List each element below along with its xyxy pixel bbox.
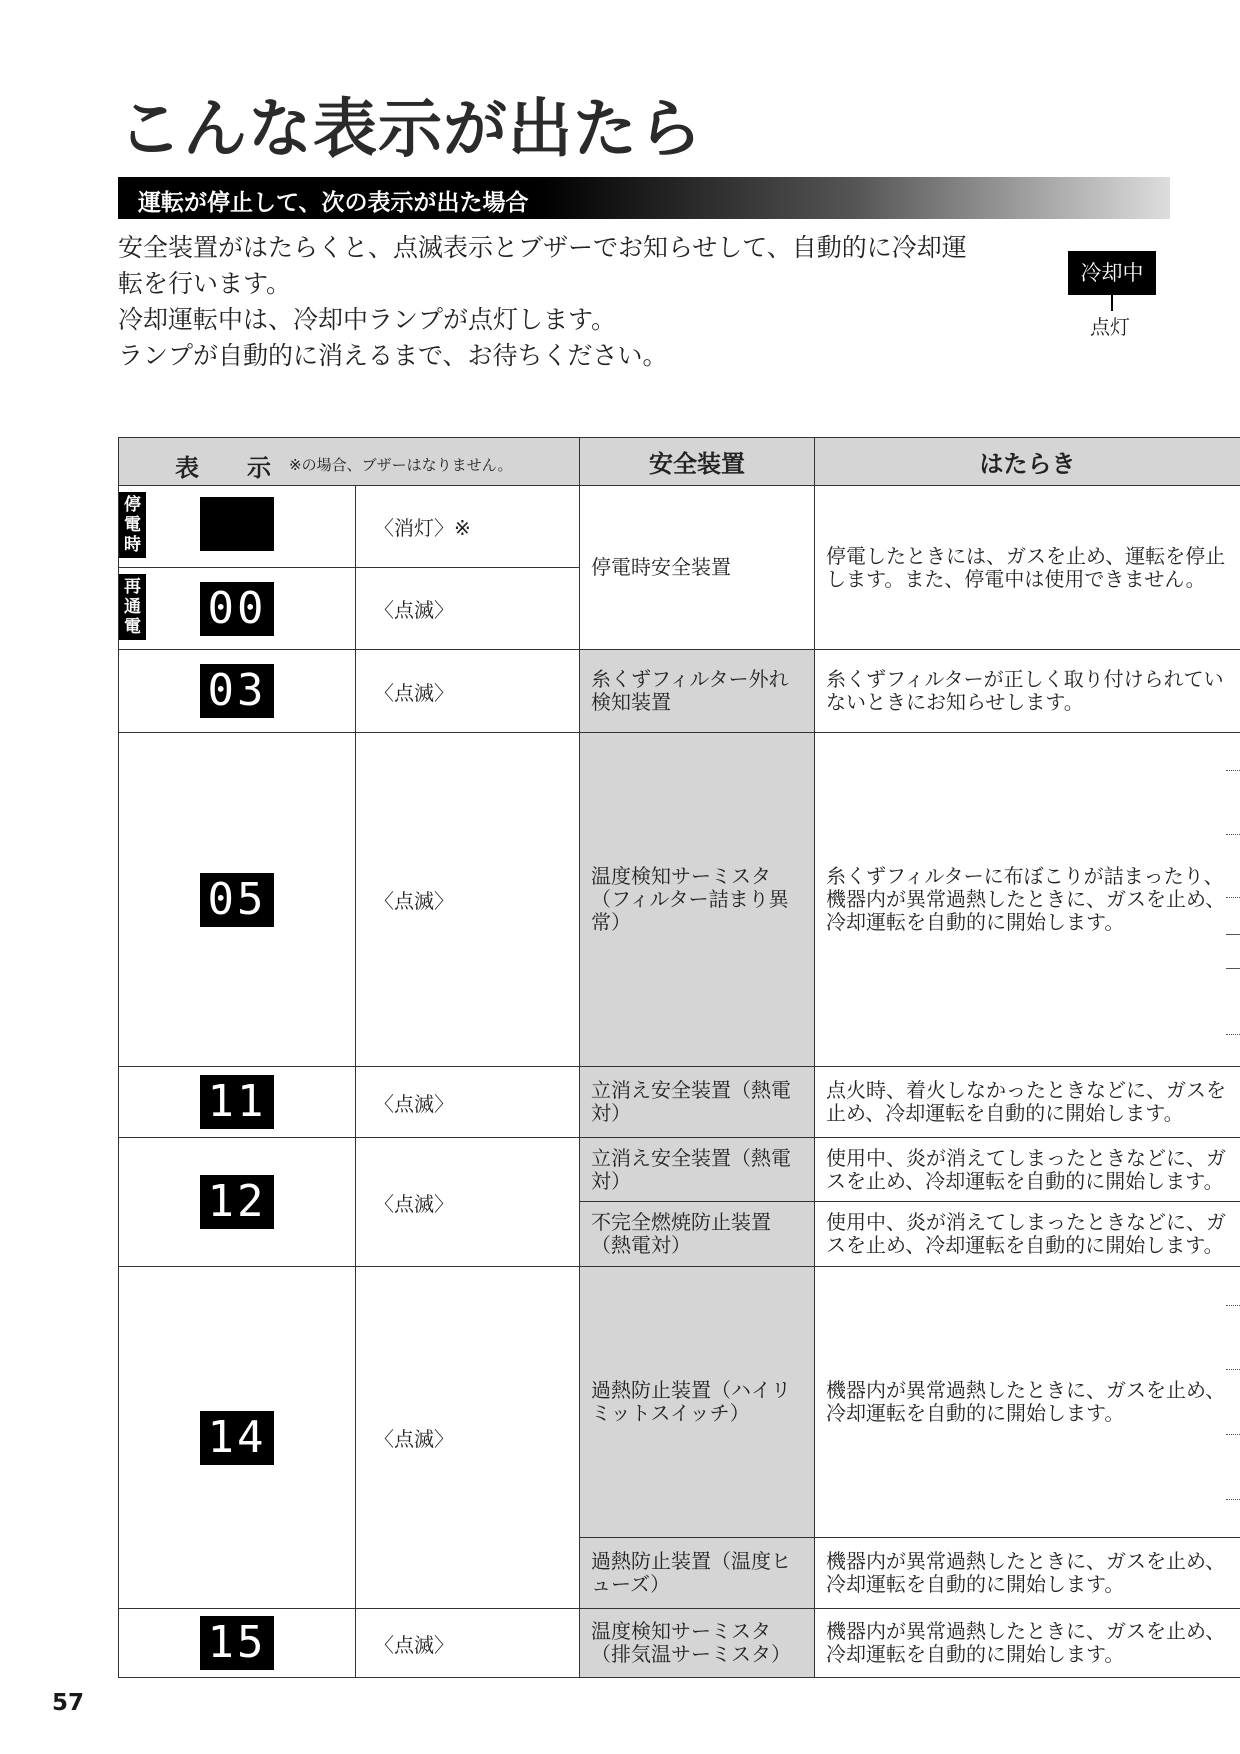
edge-mark: [1226, 1434, 1240, 1435]
edge-mark: [1226, 834, 1240, 835]
function-cell: 機器内が異常過熱したときに、ガスを止め、冷却運転を自動的に開始します。: [815, 1609, 1240, 1678]
side-tag-outage: 停 電 時: [119, 492, 146, 558]
lamp-cell: 〈点滅〉: [356, 733, 580, 1067]
edge-mark: [1226, 1499, 1240, 1500]
intro-line: ランプが自動的に消えるまで、お待ちください。: [118, 341, 668, 370]
display-code: 15: [200, 1616, 274, 1670]
table-row: [119, 1138, 1240, 1202]
edge-mark: [1226, 968, 1240, 969]
function-cell: 停電したときには、ガスを止め、運転を停止します。また、停電中は使用できません。: [815, 486, 1240, 650]
edge-mark: [1226, 1369, 1240, 1370]
display-cell: [119, 486, 356, 568]
function-cell: 点火時、着火しなかったときなどに、ガスを止め、冷却運転を自動的に開始します。: [815, 1067, 1240, 1138]
display-code: 14: [200, 1411, 274, 1465]
table-row: [119, 1267, 1240, 1538]
device-cell: 糸くずフィルター外れ検知装置: [580, 650, 815, 733]
section-heading-bar: [118, 177, 1170, 219]
device-cell: 不完全燃焼防止装置（熱電対）: [580, 1202, 815, 1267]
display-code: 12: [200, 1175, 274, 1229]
intro-line: 冷却運転中は、冷却中ランプが点灯します。: [118, 305, 617, 334]
intro-line: 安全装置がはたらくと、点滅表示とブザーでお知らせして、自動的に冷却運: [118, 233, 967, 262]
header-display-label-1: 表: [175, 454, 199, 482]
header-function: はたらき: [815, 438, 1240, 486]
lamp-cell: 〈消灯〉※: [356, 486, 580, 568]
header-display-note: ※の場合、ブザーはなりません。: [289, 456, 513, 474]
function-cell: 糸くずフィルターが正しく取り付けられていないときにお知らせします。: [815, 650, 1240, 733]
table-row: [119, 650, 1240, 733]
display-code: 00: [200, 582, 274, 636]
function-cell: 糸くずフィルターに布ぼこりが詰まったり、機器内が異常過熱したときに、ガスを止め、冷却運転を自動的に開始します。: [815, 733, 1240, 1067]
table-row: [119, 486, 1240, 568]
edge-mark: [1226, 1305, 1240, 1306]
section-heading: 運転が停止して、次の表示が出た場合: [138, 190, 529, 216]
function-cell: 機器内が異常過熱したときに、ガスを止め、冷却運転を自動的に開始します。: [815, 1538, 1240, 1609]
lamp-cell: 〈点滅〉: [356, 1267, 580, 1609]
display-cell: [119, 1609, 356, 1678]
display-code: 03: [200, 664, 274, 718]
device-cell: 過熱防止装置（ハイリミットスイッチ）: [580, 1267, 815, 1538]
display-cell: [119, 1067, 356, 1138]
display-blank: [200, 497, 274, 551]
device-cell: 立消え安全装置（熱電対）: [580, 1067, 815, 1138]
lamp-cell: 〈点滅〉: [356, 650, 580, 733]
intro-text: [118, 230, 1018, 374]
cooling-lamp-badge: 冷却中: [1068, 251, 1156, 295]
edge-mark: [1226, 770, 1240, 771]
table-header-row: [119, 438, 1240, 486]
lamp-cell: 〈点滅〉: [356, 1138, 580, 1267]
error-code-table: [118, 437, 1240, 1678]
side-tag-restore: 再 通 電: [119, 574, 146, 640]
lamp-cell: 〈点滅〉: [356, 568, 580, 650]
page-number: 57: [52, 1690, 85, 1716]
display-cell: [119, 733, 356, 1067]
display-cell: [119, 1138, 356, 1267]
edge-mark: [1226, 1034, 1240, 1035]
edge-mark: [1226, 934, 1240, 935]
intro-line: 転を行います。: [118, 269, 292, 298]
display-code: 05: [200, 873, 274, 927]
page-title: こんな表示が出たら: [118, 93, 703, 167]
display-cell: [119, 568, 356, 650]
function-cell: 使用中、炎が消えてしまったときなどに、ガスを止め、冷却運転を自動的に開始します。: [815, 1202, 1240, 1267]
function-cell: 機器内が異常過熱したときに、ガスを止め、冷却運転を自動的に開始します。: [815, 1267, 1240, 1538]
header-display-label-2: 示: [247, 454, 271, 482]
device-cell: 温度検知サーミスタ（フィルター詰まり異常）: [580, 733, 815, 1067]
table-row: [119, 1609, 1240, 1678]
lamp-state-label: 点灯: [1090, 315, 1130, 339]
device-cell: 立消え安全装置（熱電対）: [580, 1138, 815, 1202]
lamp-cell: 〈点滅〉: [356, 1609, 580, 1678]
table-row: [119, 1067, 1240, 1138]
edge-mark: [1226, 897, 1240, 898]
display-cell: [119, 1267, 356, 1609]
device-cell: 停電時安全装置: [580, 486, 815, 650]
function-cell: 使用中、炎が消えてしまったときなどに、ガスを止め、冷却運転を自動的に開始します。: [815, 1138, 1240, 1202]
device-cell: 過熱防止装置（温度ヒューズ）: [580, 1538, 815, 1609]
lamp-cell: 〈点滅〉: [356, 1067, 580, 1138]
lamp-pointer-line: [1111, 295, 1113, 311]
header-display: [119, 438, 580, 486]
device-cell: 温度検知サーミスタ（排気温サーミスタ）: [580, 1609, 815, 1678]
display-cell: [119, 650, 356, 733]
table-row: [119, 733, 1240, 1067]
display-code: 11: [200, 1075, 274, 1129]
header-device: 安全装置: [580, 438, 815, 486]
